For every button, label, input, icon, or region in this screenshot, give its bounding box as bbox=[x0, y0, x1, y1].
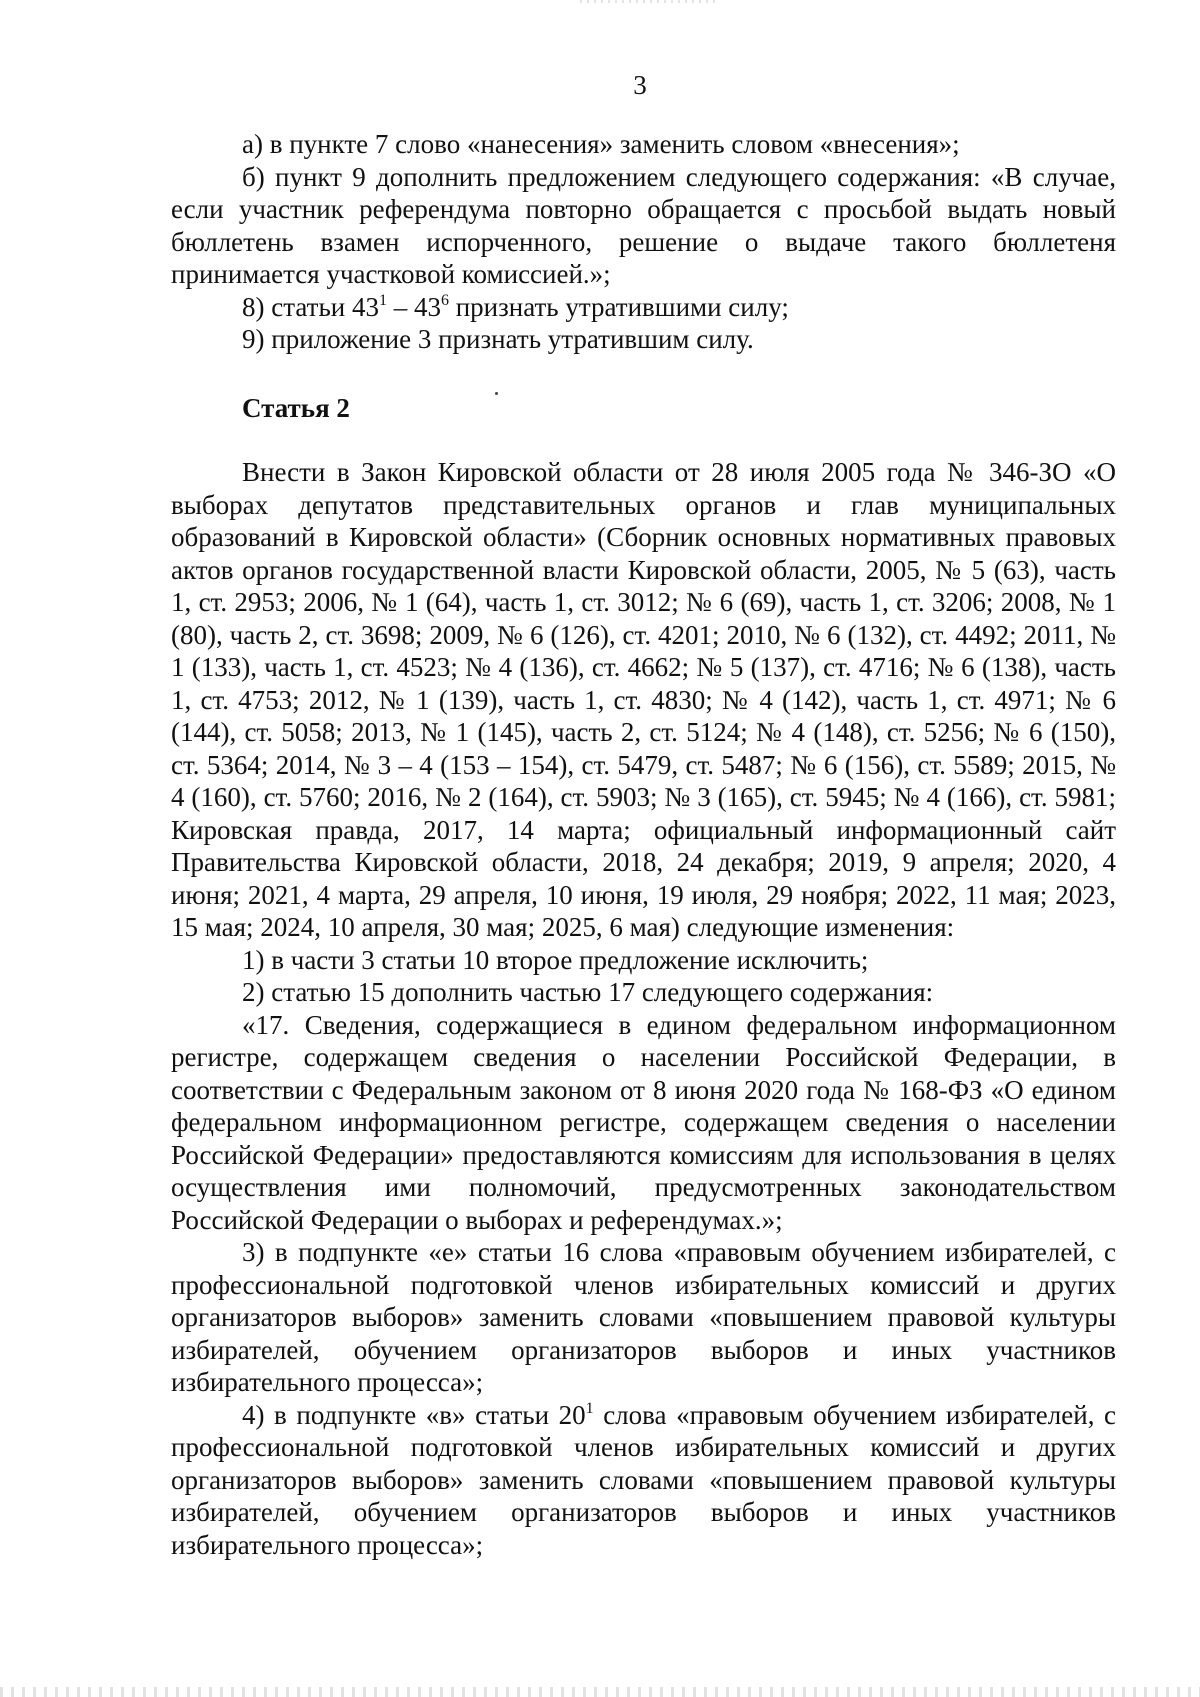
item-4-text-2: слова «правовым обучением избирателей, с профессиональной подготовкой членов избирательных комиссий и других организаторов выборов» заменить словами «повышением правовой культуры избирателей, обучением организаторов выборов и иных участников избирательного процесса»; bbox=[171, 1399, 1116, 1560]
item-4-superscript: 1 bbox=[585, 1399, 594, 1417]
article-2-item-3: 3) в подпункте «е» статьи 16 слова «правовым обучением избирателей, с профессиональной подготовкой членов избирательных комиссий и других организаторов выборов» заменить словами «повышением правовой культуры избирателей, обучением организаторов выборов и иных участников избирательного процесса»; bbox=[171, 1237, 1116, 1397]
article-1-continuation bbox=[171, 128, 1116, 356]
page-number: 3 bbox=[633, 70, 647, 100]
item-8-text-3: признать утратившими силу; bbox=[448, 291, 789, 322]
article-2-item-2: 2) статью 15 дополнить частью 17 следующего содержания: bbox=[242, 977, 934, 1007]
item-8-text-1: 8) статьи 43 bbox=[242, 291, 379, 322]
article-2-body bbox=[171, 456, 1116, 1561]
item-9: 9) приложение 3 признать утратившим силу. bbox=[242, 324, 754, 354]
item-8-text-2: – 43 bbox=[386, 291, 441, 322]
article-2-intro: Внести в Закон Кировской области от 28 июля 2005 года № 346-ЗО «О выборах депутатов представительных органов и глав муниципальных образований в Кировской области» (Сборник основных нормативных правовых актов органов государственной власти Кировской области, 2005, № 5 (63), часть 1, ст. 2953; 2006, № 1 (64), часть 1, ст. 3012; № 6 (69), часть 1, ст. 3206; 2008, № 1 (80), часть 2, ст. 3698; 2009, № 6 (126), ст. 4201; 2010, № 6 (132), ст. 4492; 2011, № 1 (133), часть 1, ст. 4523; № 4 (136), ст. 4662; № 5 (137), ст. 4716; № 6 (138), часть 1, ст. 4753; 2012, № 1 (139), часть 1, ст. 4830; № 4 (142), часть 1, ст. 4971; № 6 (144), ст. 5058; 2013, № 1 (145), часть 2, ст. 5124; № 4 (148), ст. 5256; № 6 (150), ст. 5364; 2014, № 3 – 4 (153 – 154), ст. 5479, ст. 5487; № 6 (156), ст. 5589; 2015, № 4 (160), ст. 5760; 2016, № 2 (164), ст. 5903; № 3 (165), ст. 5945; № 4 (166), ст. 5981; Кировская правда, 2017, 14 марта; официальный информационный сайт Правительства Кировской области, 2018, 24 декабря; 2019, 9 апреля; 2020, 4 июня; 2021, 4 марта, 29 апреля, 10 июня, 19 июля, 29 ноября; 2022, 11 мая; 2023, 15 мая; 2024, 10 апреля, 30 мая; 2025, 6 мая) следующие изменения: bbox=[171, 457, 1116, 942]
article-2-item-1: 1) в части 3 статьи 10 второе предложение исключить; bbox=[242, 944, 869, 975]
scan-noise-bottom bbox=[0, 1687, 1200, 1697]
scan-noise-top bbox=[580, 0, 720, 3]
item-8 bbox=[171, 291, 1116, 324]
item-8-superscript-1: 1 bbox=[378, 291, 387, 309]
item-a: а) в пункте 7 слово «нанесения» заменить словом «внесения»; bbox=[242, 129, 960, 159]
article-2-item-2-quote: «17. Сведения, содержащиеся в едином федеральном информационном регистре, содержащем сведения о населении Российской Федерации, в соответствии с Федеральным законом от 8 июня 2020 года № 168-ФЗ «О едином федеральном информационном регистре, содержащем сведения о населении Российской Федерации» предоставляются комиссиям для использования в целях осуществления ими полномочий, предусмотренных законодательством Российской Федерации о выборах и референдумах.»; bbox=[171, 1009, 1116, 1235]
article-2-item-4 bbox=[171, 1399, 1116, 1562]
scan-speck bbox=[495, 392, 498, 395]
item-4-text-1: 4) в подпункте «в» статьи 20 bbox=[242, 1399, 586, 1430]
article-2-heading: Статья 2 bbox=[242, 393, 350, 423]
item-8-superscript-2: 6 bbox=[440, 291, 449, 309]
item-b: б) пункт 9 дополнить предложением следующего содержания: «В случае, если участник референдума повторно обращается с просьбой выдать новый бюллетень взамен испорченного, решение о выдаче такого бюллетеня принимается участковой комиссией.»; bbox=[171, 161, 1116, 289]
